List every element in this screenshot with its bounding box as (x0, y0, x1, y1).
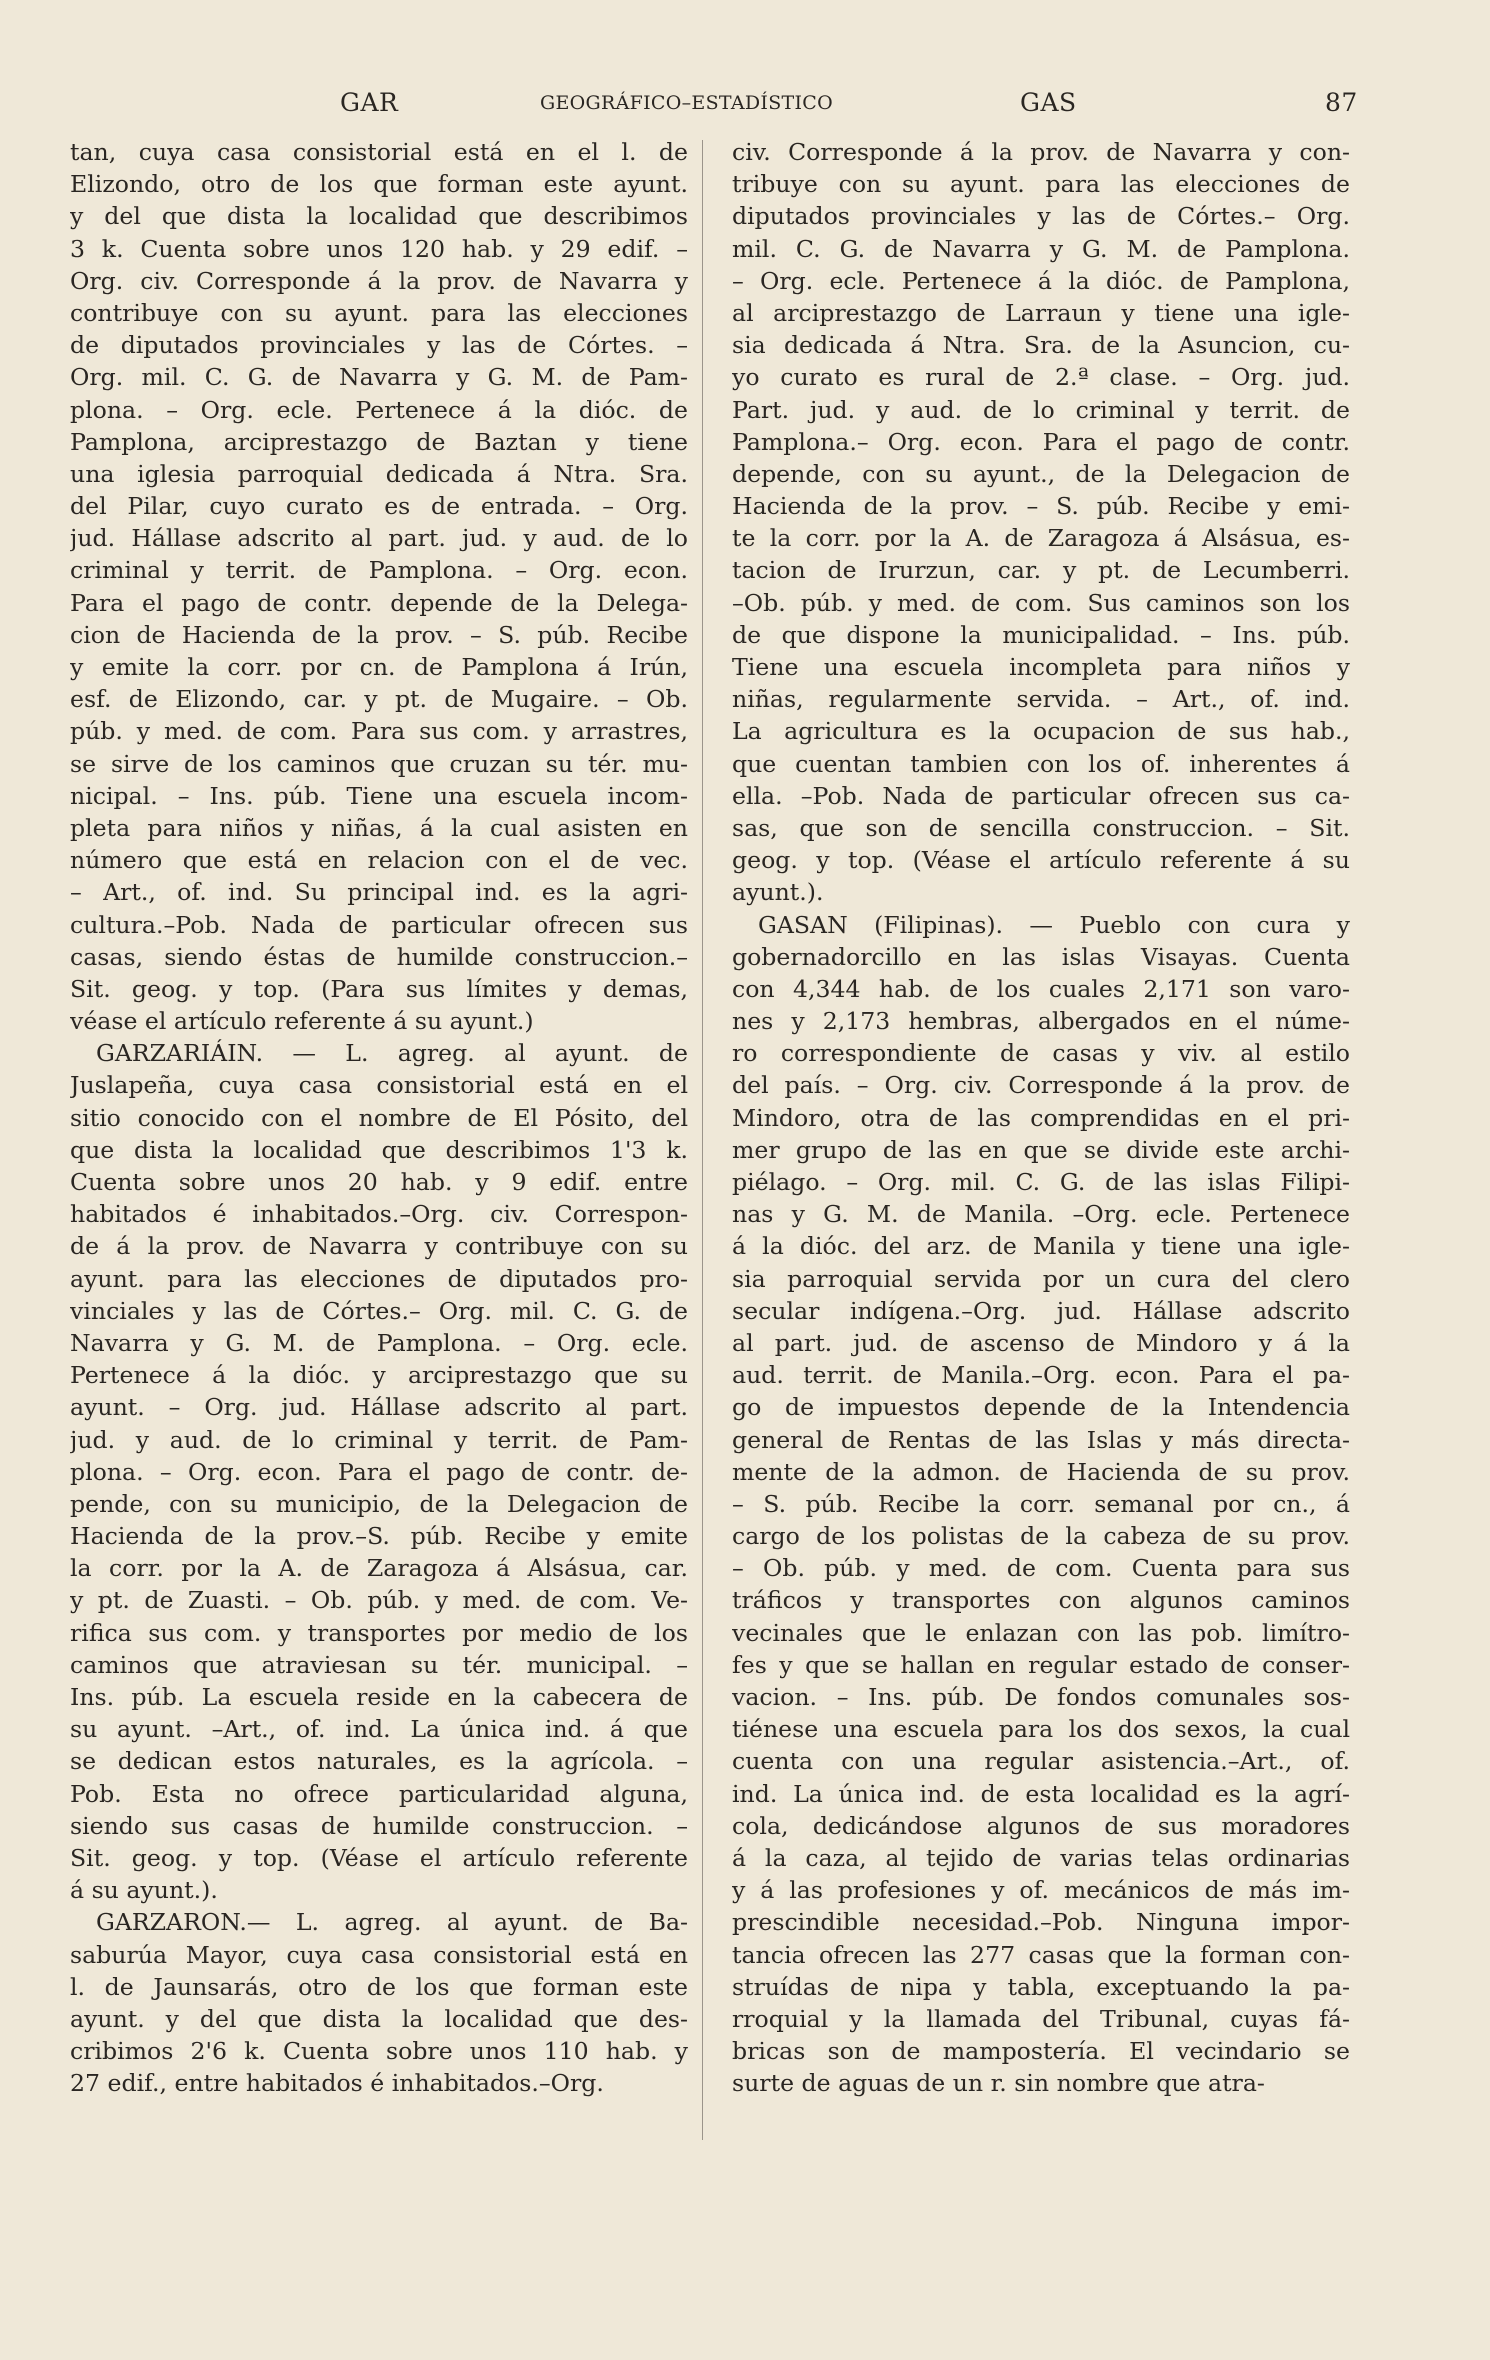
text-line: cuenta con una regular asistencia.–Art., of. (732, 1747, 1350, 1776)
text-line: pende, con su municipio, de la Delegacion de (70, 1489, 688, 1518)
text-line: saburúa Mayor, cuya casa consistorial está en (70, 1940, 688, 1969)
text-line: nicipal. – Ins. púb. Tiene una escuela incom- (70, 781, 688, 810)
text-line: prescindible necesidad.–Pob. Ninguna impor- (732, 1908, 1350, 1937)
text-line: tacion de Irurzun, car. y pt. de Lecumberri. (732, 556, 1350, 585)
header-right-word: GAS (1020, 88, 1077, 117)
text-line: y á las profesiones y of. mecánicos de más im- (732, 1876, 1350, 1905)
text-line: de diputados provinciales y las de Córtes. – (70, 331, 688, 360)
text-line: piélago. – Org. mil. C. G. de las islas Filipi- (732, 1168, 1350, 1196)
text-line: GARZARIÁIN. — L. agreg. al ayunt. de (96, 1039, 688, 1068)
text-line: Sit. geog. y top. (Para sus límites y demas, (70, 974, 688, 1003)
text-line: tancia ofrecen las 277 casas que la forman con- (732, 1940, 1350, 1969)
text-line: Org. civ. Corresponde á la prov. de Navarra y (70, 266, 688, 295)
text-line: – S. púb. Recibe la corr. semanal por cn., á (732, 1489, 1350, 1518)
text-line: véase el artículo referente á su ayunt.) (70, 1007, 534, 1036)
text-line: sitio conocido con el nombre de El Pósito, del (70, 1103, 688, 1132)
text-line: con 4,344 hab. de los cuales 2,171 son varo- (732, 974, 1350, 1003)
text-line: secular indígena.–Org. jud. Hállase adscrito (732, 1296, 1350, 1325)
text-line: plona. – Org. ecle. Pertenece á la dióc. de (70, 395, 688, 424)
text-line: del país. – Org. civ. Corresponde á la prov. de (732, 1071, 1350, 1100)
text-line: aud. territ. de Manila.–Org. econ. Para el pa- (732, 1361, 1350, 1390)
text-line: Org. mil. C. G. de Navarra y G. M. de Pam- (70, 363, 688, 392)
text-line: sas, que son de sencilla construccion. – Sit. (732, 813, 1350, 842)
text-line: ayunt. – Org. jud. Hállase adscrito al part. (70, 1393, 688, 1422)
text-line: Ins. púb. La escuela reside en la cabecera de (70, 1683, 688, 1711)
text-line: sia dedicada á Ntra. Sra. de la Asuncion, cu- (732, 331, 1350, 360)
text-line: te la corr. por la A. de Zaragoza á Alsásua, es- (732, 524, 1350, 553)
text-line: de que dispone la municipalidad. – Ins. púb. (732, 620, 1350, 649)
text-line: mente de la admon. de Hacienda de su prov. (732, 1457, 1350, 1486)
text-line: del Pilar, cuyo curato es de entrada. – Org. (70, 492, 688, 521)
running-header (0, 88, 1490, 122)
text-line: rroquial y la llamada del Tribunal, cuyas fá- (732, 2004, 1350, 2033)
text-line: vecinales que le enlazan con las pob. limítro- (732, 1618, 1350, 1647)
text-line: cion de Hacienda de la prov. – S. púb. Recibe (70, 620, 688, 649)
text-line: y del que dista la localidad que describimos (70, 202, 688, 231)
text-line: Elizondo, otro de los que forman este ayunt. (70, 170, 688, 199)
text-line: á su ayunt.). (70, 1876, 218, 1905)
text-line: bricas son de mampostería. El vecindario se (732, 2037, 1350, 2066)
text-line: que cuentan tambien con los of. inherentes á (732, 749, 1350, 778)
text-line: GARZARON.— L. agreg. al ayunt. de Ba- (96, 1908, 688, 1937)
text-line: jud. Hállase adscrito al part. jud. y aud. de lo (70, 524, 688, 553)
text-line: contribuye con su ayunt. para las elecciones (70, 298, 688, 327)
text-line: niñas, regularmente servida. – Art., of. ind. (732, 685, 1350, 714)
text-line: tráficos y transportes con algunos caminos (732, 1586, 1350, 1615)
text-line: vinciales y las de Córtes.– Org. mil. C. G. de (70, 1296, 688, 1325)
text-line: esf. de Elizondo, car. y pt. de Mugaire. – Ob. (70, 685, 688, 714)
text-line: Tiene una escuela incompleta para niños y (732, 653, 1350, 681)
text-line: – Ob. púb. y med. de com. Cuenta para sus (732, 1554, 1350, 1583)
text-line: sia parroquial servida por un cura del clero (732, 1264, 1350, 1293)
header-left-word: GAR (340, 88, 399, 117)
text-line: á la dióc. del arz. de Manila y tiene una igle- (732, 1232, 1350, 1261)
text-line: se sirve de los caminos que cruzan su tér. mu- (70, 749, 688, 778)
text-line: Hacienda de la prov.–S. púb. Recibe y emite (70, 1522, 688, 1551)
text-line: Juslapeña, cuya casa consistorial está en el (70, 1071, 688, 1100)
text-line: cultura.–Pob. Nada de particular ofrecen sus (70, 910, 688, 939)
text-line: – Org. ecle. Pertenece á la dióc. de Pamplona, (732, 266, 1350, 295)
text-line: casas, siendo éstas de humilde construccion.– (70, 942, 688, 971)
text-line: nes y 2,173 hembras, albergados en el núme- (732, 1007, 1350, 1036)
text-line: go de impuestos depende de la Intendencia (732, 1393, 1350, 1422)
text-line: struídas de nipa y tabla, exceptuando la pa- (732, 1972, 1350, 2001)
text-line: siendo sus casas de humilde construccion. – (70, 1811, 688, 1840)
column-divider (702, 140, 703, 2140)
text-line: cargo de los polistas de la cabeza de su prov. (732, 1522, 1350, 1551)
text-line: rifica sus com. y transportes por medio de los (70, 1618, 688, 1647)
text-line: y pt. de Zuasti. – Ob. púb. y med. de com. Ve- (70, 1586, 688, 1615)
page-number: 87 (1325, 88, 1358, 117)
text-line: mil. C. G. de Navarra y G. M. de Pamplona. (732, 234, 1350, 263)
text-line: jud. y aud. de lo criminal y territ. de Pam- (70, 1425, 688, 1454)
text-line: Para el pago de contr. depende de la Delega- (70, 588, 688, 617)
text-line: criminal y territ. de Pamplona. – Org. econ. (70, 556, 688, 585)
text-line: ayunt. para las elecciones de diputados pro- (70, 1264, 688, 1293)
text-line: mer grupo de las en que se divide este archi- (732, 1135, 1350, 1164)
text-line: GASAN (Filipinas). — Pueblo con cura y (758, 910, 1350, 939)
text-line: cola, dedicándose algunos de sus moradores (732, 1811, 1350, 1840)
text-line: Pamplona.– Org. econ. Para el pago de contr. (732, 427, 1350, 456)
text-line: ind. La única ind. de esta localidad es la agrí- (732, 1779, 1350, 1808)
text-line: general de Rentas de las Islas y más directa- (732, 1425, 1350, 1454)
text-line: su ayunt. –Art., of. ind. La única ind. á que (70, 1715, 688, 1744)
text-line: Part. jud. y aud. de lo criminal y territ. de (732, 395, 1350, 424)
header-title: GEOGRÁFICO–ESTADÍSTICO (540, 92, 834, 114)
text-line: púb. y med. de com. Para sus com. y arrastres, (70, 717, 688, 746)
text-line: ro correspondiente de casas y viv. al estilo (732, 1039, 1350, 1068)
text-line: de á la prov. de Navarra y contribuye con su (70, 1232, 688, 1261)
text-line: depende, con su ayunt., de la Delegacion de (732, 459, 1350, 488)
text-line: habitados é inhabitados.–Org. civ. Correspon- (70, 1200, 688, 1229)
text-line: tribuye con su ayunt. para las elecciones de (732, 170, 1350, 199)
text-line: Hacienda de la prov. – S. púb. Recibe y emi- (732, 492, 1350, 521)
right-column (732, 136, 1350, 2099)
text-line: – Art., of. ind. Su principal ind. es la agri- (70, 878, 688, 907)
text-line: ayunt. y del que dista la localidad que des- (70, 2004, 688, 2033)
text-line: geog. y top. (Véase el artículo referente á su (732, 846, 1350, 875)
text-line: al part. jud. de ascenso de Mindoro y á la (732, 1328, 1350, 1357)
text-line: tiénese una escuela para los dos sexos, la cual (732, 1715, 1350, 1744)
text-line: yo curato es rural de 2.ª clase. – Org. jud. (732, 363, 1350, 392)
text-line: caminos que atraviesan su tér. municipal. – (70, 1650, 688, 1679)
text-line: al arciprestazgo de Larraun y tiene una igle- (732, 298, 1350, 327)
text-line: número que está en relacion con el de vec. (70, 846, 688, 875)
text-line: ayunt.). (732, 878, 824, 907)
text-line: vacion. – Ins. púb. De fondos comunales sos- (732, 1683, 1350, 1711)
text-line: Mindoro, otra de las comprendidas en el pri- (732, 1103, 1350, 1132)
text-line: La agricultura es la ocupacion de sus hab., (732, 717, 1350, 746)
text-line: la corr. por la A. de Zaragoza á Alsásua, car. (70, 1554, 688, 1583)
text-line: surte de aguas de un r. sin nombre que atra- (732, 2069, 1265, 2098)
text-line: que dista la localidad que describimos 1'3 k. (70, 1135, 688, 1164)
text-line: cribimos 2'6 k. Cuenta sobre unos 110 hab. y (70, 2037, 688, 2066)
text-line: l. de Jaunsarás, otro de los que forman este (70, 1972, 688, 2001)
text-line: plona. – Org. econ. Para el pago de contr. de- (70, 1457, 688, 1486)
text-line: una iglesia parroquial dedicada á Ntra. Sra. (70, 459, 688, 488)
text-line: Navarra y G. M. de Pamplona. – Org. ecle. (70, 1328, 688, 1357)
text-line: civ. Corresponde á la prov. de Navarra y con- (732, 138, 1350, 166)
text-line: Pertenece á la dióc. y arciprestazgo que su (70, 1361, 688, 1390)
text-line: y emite la corr. por cn. de Pamplona á Irún, (70, 653, 688, 681)
text-line: 3 k. Cuenta sobre unos 120 hab. y 29 edif. – (70, 234, 688, 263)
text-line: á la caza, al tejido de varias telas ordinarias (732, 1843, 1350, 1872)
text-line: se dedican estos naturales, es la agrícola. – (70, 1747, 688, 1776)
text-line: –Ob. púb. y med. de com. Sus caminos son los (732, 588, 1350, 617)
text-line: Cuenta sobre unos 20 hab. y 9 edif. entre (70, 1168, 688, 1196)
text-line: tan, cuya casa consistorial está en el l. de (70, 138, 688, 166)
text-line: Pob. Esta no ofrece particularidad alguna, (70, 1779, 688, 1808)
text-line: fes y que se hallan en regular estado de conser- (732, 1650, 1350, 1679)
text-line: gobernadorcillo en las islas Visayas. Cuenta (732, 942, 1350, 971)
text-line: pleta para niños y niñas, á la cual asisten en (70, 813, 688, 842)
text-line: diputados provinciales y las de Córtes.– Org. (732, 202, 1350, 231)
text-line: Pamplona, arciprestazgo de Baztan y tiene (70, 427, 688, 456)
text-line: Sit. geog. y top. (Véase el artículo referente (70, 1843, 688, 1872)
text-line: 27 edif., entre habitados é inhabitados.–Org. (70, 2069, 604, 2098)
left-column (70, 136, 688, 2099)
text-line: nas y G. M. de Manila. –Org. ecle. Pertenece (732, 1200, 1350, 1229)
text-line: ella. –Pob. Nada de particular ofrecen sus ca- (732, 781, 1350, 810)
